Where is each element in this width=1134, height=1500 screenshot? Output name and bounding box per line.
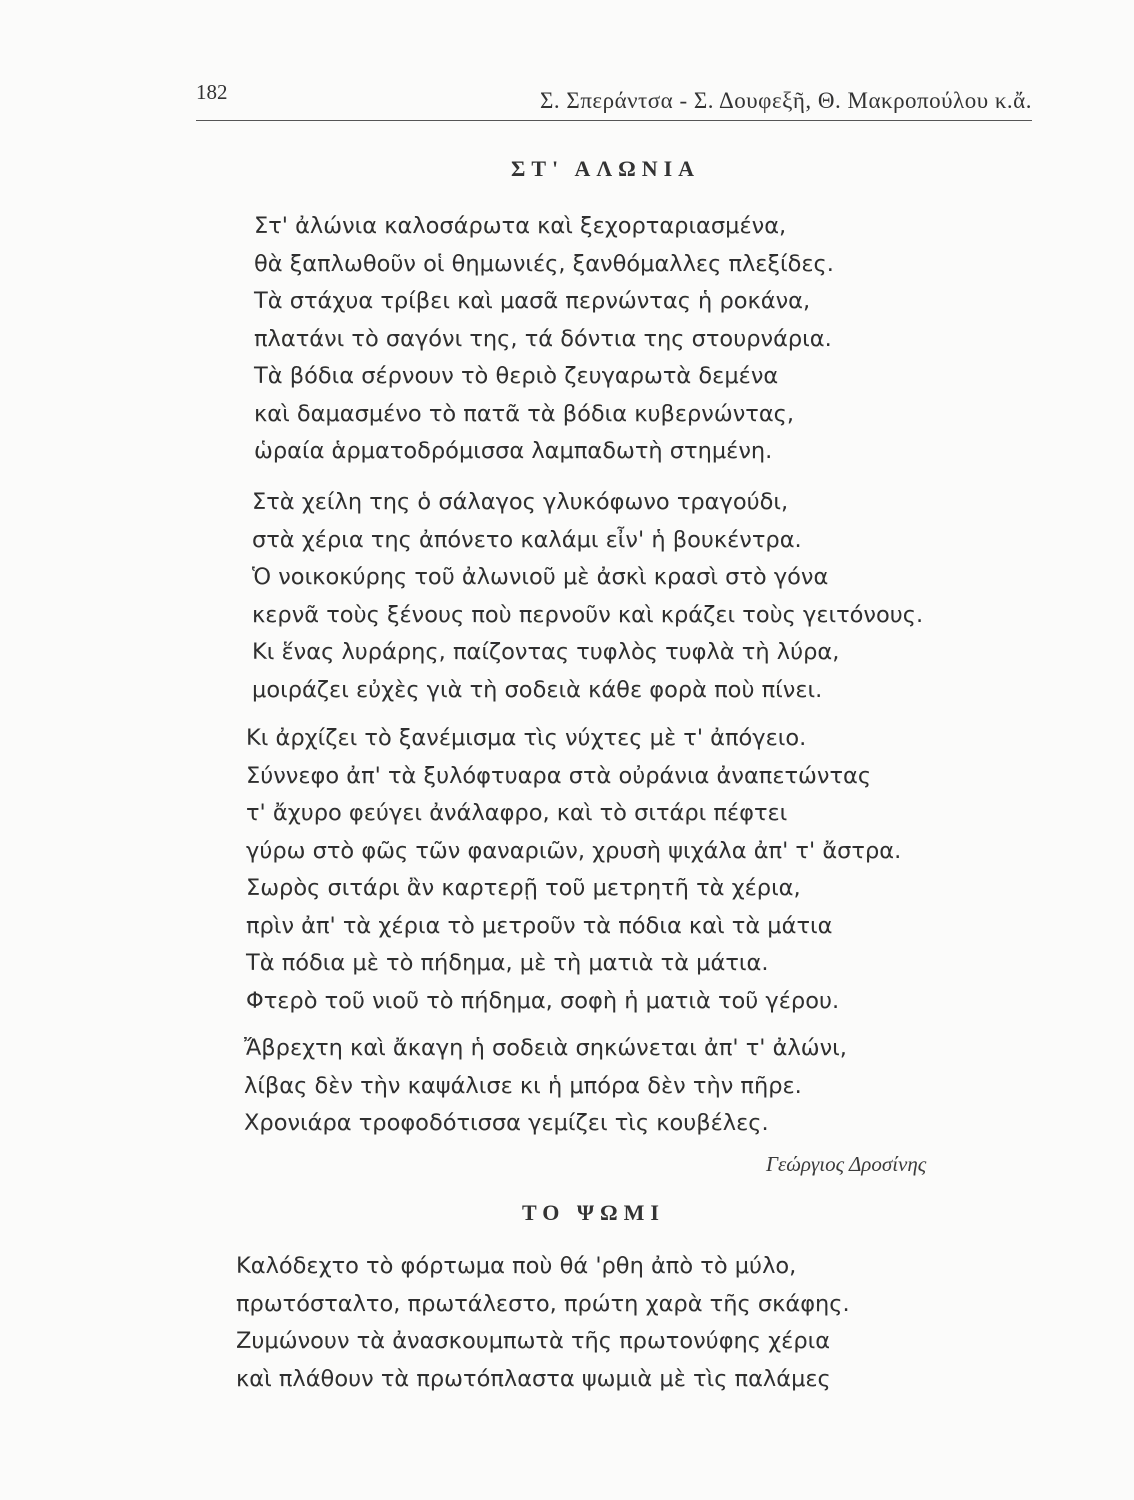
stanza — [244, 1030, 847, 1143]
stanza — [252, 484, 923, 709]
poem-line: Τὰ στάχυα τρίβει καὶ μασᾶ περνώντας ἡ ροκάνα, — [254, 288, 811, 314]
poem-line: Κι ἕνας λυράρης, παίζοντας τυφλὸς τυφλὰ τὴ λύρα, — [252, 639, 840, 665]
poem-line: κερνᾶ τοὺς ξένους ποὺ περνοῦν καὶ κράζει τοὺς γειτόνους. — [252, 601, 924, 628]
poem-line: καὶ δαμασμένο τὸ πατᾶ τὰ βόδια κυβερνώντας, — [254, 400, 795, 427]
poem-line: Κι ἀρχίζει τὸ ξανέμισμα τὶς νύχτες μὲ τ' ἀπόγειο. — [246, 725, 807, 751]
poem-title: ΤΟ ΨΩΜΙ — [522, 1200, 665, 1225]
stanza — [236, 1248, 850, 1398]
poem-line: Σωρὸς σιτάρι ἂν καρτερῇ τοῦ μετρητῆ τὰ χέρια, — [246, 875, 801, 901]
poem-line: Καλόδεχτο τὸ φόρτωμα ποὺ θά 'ρθη ἀπὸ τὸ μύλο, — [236, 1253, 797, 1279]
poem-line: Ἄβρεχτη καὶ ἄκαγη ἡ σοδειὰ σηκώνεται ἀπ' τ' ἀλώνι, — [244, 1035, 847, 1061]
header-rule — [196, 120, 1032, 121]
poem-line: Φτερὸ τοῦ νιοῦ τὸ πήδημα, σοφὴ ἡ ματιὰ τοῦ γέρου. — [246, 987, 840, 1014]
poem-line: Τὰ πόδια μὲ τὸ πήδημα, μὲ τὴ ματιὰ τὰ μάτια. — [246, 950, 769, 976]
poem-line: λίβας δὲν τὴν καψάλισε κι ἡ μπόρα δὲν τὴν πῆρε. — [244, 1072, 802, 1099]
poem-line: καὶ πλάθουν τὰ πρωτόπλαστα ψωμιὰ μὲ τὶς παλάμες — [236, 1365, 831, 1392]
poem-line: ὡραία ἁρματοδρόμισσα λαμπαδωτὴ στημένη. — [254, 438, 773, 464]
poem-line: Ζυμώνουν τὰ ἀνασκουμπωτὰ τῆς πρωτονύφης χέρια — [236, 1328, 831, 1354]
poem-line: Στὰ χείλη της ὁ σάλαγος γλυκόφωνο τραγούδι, — [252, 489, 789, 515]
poem-line: μοιράζει εὐχὲς γιὰ τὴ σοδειὰ κάθε φορὰ ποὺ πίνει. — [252, 676, 823, 703]
poem-line: Χρονιάρα τροφοδότισσα γεμίζει τὶς κουβέλες. — [244, 1110, 769, 1136]
poem-line: Σύννεφο ἀπ' τὰ ξυλόφτυαρα στὰ οὐράνια ἀναπετώντας — [246, 762, 872, 789]
poem-title: ΣΤ' ΑΛΩΝΙΑ — [511, 156, 701, 181]
poem-line: τ' ἄχυρο φεύγει ἀνάλαφρο, καὶ τὸ σιτάρι πέφτει — [246, 800, 788, 826]
poem-line: γύρω στὸ φῶς τῶν φαναριῶν, χρυσὴ ψιχάλα ἀπ' τ' ἄστρα. — [246, 837, 902, 864]
poem-author: Γεώργιος Δροσίνης — [766, 1152, 927, 1176]
page-number: 182 — [196, 80, 228, 104]
stanza — [254, 208, 834, 471]
stanza — [246, 720, 901, 1020]
poem-line: Τὰ βόδια σέρνουν τὸ θεριὸ ζευγαρωτὰ δεμένα — [254, 363, 779, 389]
poem-line: Ὁ νοικοκύρης τοῦ ἀλωνιοῦ μὲ ἀσκὶ κρασὶ στὸ γόνα — [252, 564, 829, 590]
page-header — [196, 74, 1032, 120]
poem-line: θὰ ξαπλωθοῦν οἱ θημωνιές, ξανθόμαλλες πλεξίδες. — [254, 250, 834, 277]
poem-line: πρωτόσταλτο, πρωτάλεστο, πρώτη χαρὰ τῆς σκάφης. — [236, 1290, 850, 1317]
poem-line: πρὶν ἀπ' τὰ χέρια τὸ μετροῦν τὰ πόδια καὶ τὰ μάτια — [246, 912, 833, 939]
poem-line: πλατάνι τὸ σαγόνι της, τά δόντια της στουρνάρια. — [254, 325, 832, 352]
poem-line: στὰ χέρια της ἀπόνετο καλάμι εἶν' ἡ βουκέντρα. — [252, 526, 802, 553]
running-head: Σ. Σπεράντσα - Σ. Δουφεξῆ, Θ. Μακροπούλου κ.ἄ. — [540, 88, 1032, 113]
poem-line: Στ' ἀλώνια καλοσάρωτα καὶ ξεχορταριασμένα, — [254, 213, 787, 239]
